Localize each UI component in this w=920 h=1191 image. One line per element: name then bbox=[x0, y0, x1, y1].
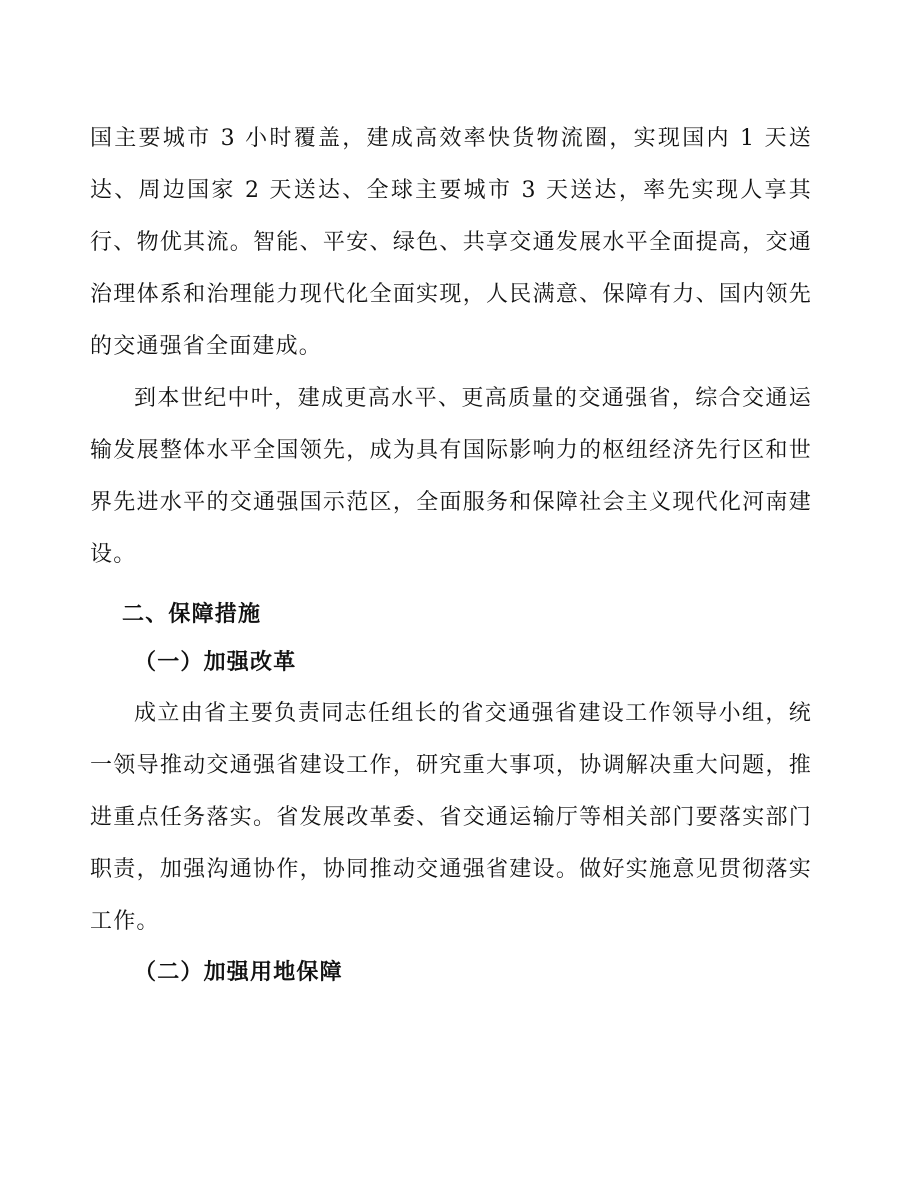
section-heading: 二、保障措施 bbox=[122, 602, 262, 627]
body-paragraph: 到本世纪中叶，建成更高水平、更高质量的交通强省，综合交通运输发展整体水平全国领先，成为具有国际影响力的枢纽经济先行区和世界先进水平的交通强国示范区，全面服务和保障社会主义现代化河南建设。 bbox=[90, 386, 812, 567]
body-paragraph: 成立由省主要负责同志任组长的省交通强省建设工作领导小组，统一领导推动交通强省建设工作，研究重大事项，协调解决重大问题，推进重点任务落实。省发展改革委、省交通运输厅等相关部门要落实部门职责，加强沟通协作，协同推动交通强省建设。做好实施意见贯彻落实工作。 bbox=[90, 701, 812, 934]
body-paragraph: 国主要城市 3 小时覆盖，建成高效率快货物流圈，实现国内 1 天送达、周边国家 2 天送达、全球主要城市 3 天送达，率先实现人享其行、物优其流。智能、平安、绿色、共享交通发展水平全面提高，交通治理体系和治理能力现代化全面实现，人民满意、保障有力、国内领先的交通强省全面建成。 bbox=[90, 126, 812, 359]
subsection-heading: （二）加强用地保障 bbox=[134, 959, 343, 985]
subsection-heading: （一）加强改革 bbox=[134, 649, 297, 675]
